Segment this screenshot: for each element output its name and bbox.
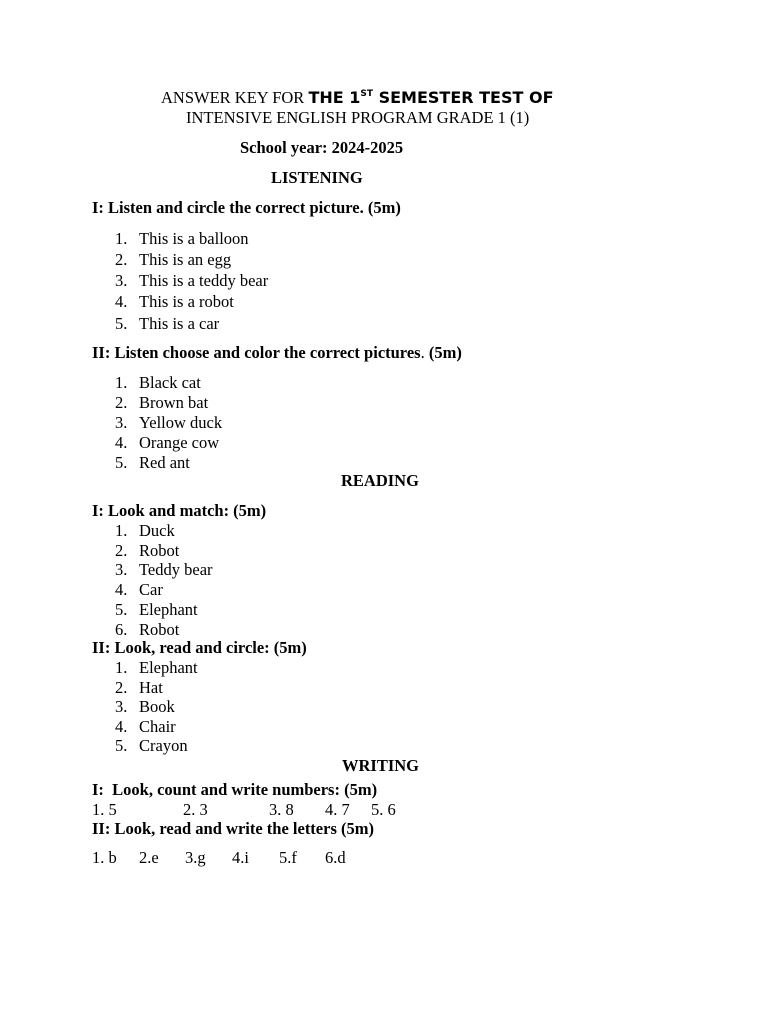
writing-part1-title: I: Look, count and write numbers: (5m) bbox=[92, 780, 378, 799]
title-prefix: ANSWER KEY FOR bbox=[161, 88, 309, 107]
reading-part2-title: II: Look, read and circle: (5m) bbox=[92, 638, 307, 657]
title-line-1 bbox=[161, 88, 554, 108]
list-item: 1. This is a balloon bbox=[115, 229, 249, 248]
list-item: 2. Brown bat bbox=[115, 393, 209, 412]
listening-heading: LISTENING bbox=[271, 168, 363, 187]
list-item: 3. Yellow duck bbox=[115, 413, 223, 432]
listening-part2-list bbox=[92, 373, 222, 473]
answer-item: 2.e bbox=[139, 848, 159, 867]
reading-part1-title: I: Look and match: (5m) bbox=[92, 501, 267, 520]
writing-heading: WRITING bbox=[342, 756, 420, 775]
listening-part1-list bbox=[92, 228, 268, 334]
listening-part2-title: II: Listen choose and color the correct pictures. (5m) bbox=[92, 343, 462, 362]
answer-item: 6.d bbox=[325, 848, 346, 867]
list-item: 4. Chair bbox=[115, 716, 176, 736]
list-item: 5. This is a car bbox=[115, 314, 220, 333]
listening-part1-title: I: Listen and circle the correct picture. (5m) bbox=[92, 198, 401, 217]
list-item: 1. Duck bbox=[115, 521, 175, 540]
list-item: 3. This is a teddy bear bbox=[115, 271, 269, 290]
answer-item: 5. 6 bbox=[371, 800, 396, 819]
answer-item: 2. 3 bbox=[183, 800, 208, 819]
list-item: 2. This is an egg bbox=[115, 250, 232, 269]
answer-item: 5.f bbox=[279, 848, 297, 867]
school-year: School year: 2024-2025 bbox=[240, 138, 404, 157]
list-item: 5. Elephant bbox=[115, 599, 198, 619]
answer-item: 1. 5 bbox=[92, 800, 117, 819]
answer-item: 3.g bbox=[185, 848, 206, 867]
list-item: 4. Car bbox=[115, 580, 163, 600]
list-item: 2. Robot bbox=[115, 540, 180, 560]
list-item: 4. Orange cow bbox=[115, 433, 220, 452]
reading-part2-list bbox=[92, 658, 198, 756]
reading-heading: READING bbox=[341, 471, 419, 490]
list-item: 4. This is a robot bbox=[115, 292, 234, 311]
answer-item: 3. 8 bbox=[269, 800, 294, 819]
list-item: 2. Hat bbox=[115, 677, 163, 697]
writing-part2-title: II: Look, read and write the letters (5m) bbox=[92, 819, 374, 838]
answer-item: 4.i bbox=[232, 848, 249, 867]
title-test-name: THE 1ST SEMESTER TEST OF bbox=[308, 88, 554, 107]
answer-item: 4. 7 bbox=[325, 800, 350, 819]
list-item: 3. Teddy bear bbox=[115, 560, 213, 580]
list-item: 3. Book bbox=[115, 697, 175, 716]
reading-part1-list bbox=[92, 521, 213, 639]
list-item: 6. Robot bbox=[115, 619, 180, 639]
list-item: 5. Crayon bbox=[115, 736, 188, 755]
title-line-2: INTENSIVE ENGLISH PROGRAM GRADE 1 (1) bbox=[186, 108, 530, 127]
list-item: 5. Red ant bbox=[115, 453, 190, 472]
list-item: 1. Elephant bbox=[115, 658, 198, 677]
answer-item: 1. b bbox=[92, 848, 117, 867]
list-item: 1. Black cat bbox=[115, 373, 201, 392]
